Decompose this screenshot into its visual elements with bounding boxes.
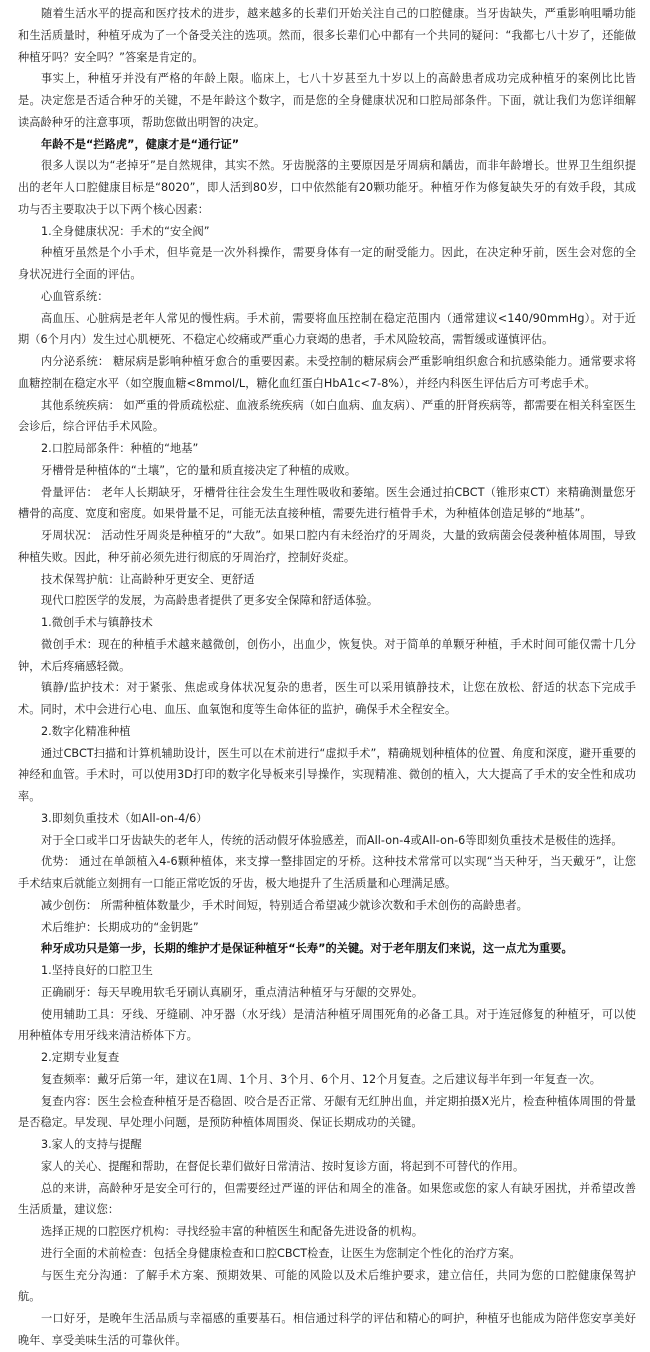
- body-paragraph: 种植牙虽然是个小手术，但毕竟是一次外科操作，需要身体有一定的耐受能力。因此，在决定种牙前，医生会对您的全身状况进行全面的评估。: [18, 246, 636, 281]
- body-paragraph: 家人的关心、提醒和帮助，在督促长辈们做好日常清洁、按时复诊方面，将起到不可替代的作用。: [41, 1159, 525, 1173]
- subheading-regular-checkup: 2.定期专业复查: [41, 1051, 120, 1064]
- subheading-systemic-health: 1.全身健康状况：手术的“安全阀”: [41, 224, 210, 238]
- body-paragraph: 复查频率：戴牙后第一年，建议在1周、1个月、3个月、6个月、12个月复查。之后建议每半年到一年复查一次。: [41, 1072, 601, 1086]
- subheading-immediate-loading: 3.即刻负重技术（如All-on-4/6）: [41, 811, 208, 825]
- intro-paragraph: 事实上，种植牙并没有严格的年龄上限。临床上，七八十岁甚至九十岁以上的高龄患者成功完成种植牙的案例比比皆是。决定您是否适合种牙的关键，不是年龄这个数字，而是您的全身健康状况和口腔局部条件。下面，就让我们为您详细解读高龄种牙的注意事项，帮助您做出明智的决定。: [18, 72, 636, 129]
- section-heading-technology: 技术保驾护航：让高龄种牙更安全、更舒适: [41, 572, 255, 586]
- subheading-digital-implant: 2.数字化精准种植: [41, 724, 131, 738]
- subheading-family-support: 3.家人的支持与提醒: [41, 1138, 142, 1151]
- body-paragraph: 微创手术：现在的种植手术越来越微创，创伤小，出血少，恢复快。对于简单的单颗牙种植，手术时间可能仅需十几分钟，术后疼痛感轻微。: [18, 637, 636, 673]
- body-paragraph: 牙周状况： 活动性牙周炎是种植牙的“大敌”。如果口腔内有未经治疗的牙周炎，大量的致病菌会侵袭种植体周围，导致种植失败。因此，种牙前必须先进行彻底的牙周治疗，控制好炎症。: [18, 529, 636, 564]
- body-paragraph: 优势： 通过在单颌植入4-6颗种植体，来支撑一整排固定的牙桥。这种技术常常可以实现“当天种牙，当天戴牙”，让您手术结束后就能立刻拥有一口能正常吃饭的牙齿，极大地提升了生活质量和心理满足感。: [18, 855, 636, 890]
- body-paragraph: 正确刷牙：每天早晚用软毛牙刷认真刷牙，重点清洁种植牙与牙龈的交界处。: [41, 985, 424, 999]
- conclusion-paragraph: 总的来讲，高龄种牙是安全可行的，但需要经过严谨的评估和周全的准备。如果您或您的家人有缺牙困扰，并希望改善生活质量，建议您：: [18, 1181, 636, 1217]
- body-paragraph: 其他系统疾病： 如严重的骨质疏松症、血液系统疾病（如白血病、血友病）、严重的肝肾疾病等，都需要在相关科室医生会诊后，综合评估手术风险。: [18, 398, 636, 434]
- article-body: [18, 3, 636, 1352]
- recommendation-item: 与医生充分沟通：了解手术方案、预期效果、可能的风险以及术后维护要求，建立信任，共同为您的口腔健康保驾护航。: [18, 1268, 636, 1304]
- body-paragraph: 现代口腔医学的发展，为高龄患者提供了更多安全保障和舒适体验。: [41, 594, 379, 608]
- body-paragraph: 很多人误以为“老掉牙”是自然规律，其实不然。牙齿脱落的主要原因是牙周病和龋齿，而非年龄增长。世界卫生组织提出的老年人口腔健康目标是“8020”，即人活到80岁，口中依然能有20颗功能牙。种植牙作为修复缺失牙的有效手段，其成功与否主要取决于以下两个核心因素：: [18, 159, 636, 216]
- body-paragraph: 高血压、心脏病是老年人常见的慢性病。手术前，需要将血压控制在稳定范围内（通常建议<140/90mmHg）。对于近期（6个月内）发生过心肌梗死、不稳定心绞痛或严重心力衰竭的患者，手术风险较高，需暂缓或谨慎评估。: [18, 311, 636, 347]
- intro-paragraph: 随着生活水平的提高和医疗技术的进步，越来越多的长辈们开始关注自己的口腔健康。当牙齿缺失，严重影响咀嚼功能和生活质量时，种植牙成为了一个备受关注的选项。然而，很多长辈们心中都有一个共同的疑问：“我都七八十岁了，还能做种植牙吗？安全吗？”答案是肯定的。: [18, 7, 636, 64]
- subheading-oral-conditions: 2.口腔局部条件：种植的“地基”: [41, 442, 199, 455]
- body-paragraph: 牙槽骨是种植体的“土壤”，它的量和质直接决定了种植的成败。: [41, 463, 357, 477]
- subheading-oral-hygiene: 1.坚持良好的口腔卫生: [41, 964, 153, 977]
- label-cardiovascular: 心血管系统：: [41, 289, 109, 303]
- emphasis-paragraph: 种牙成功只是第一步，长期的维护才是保证种植牙“长寿”的关键。对于老年朋友们来说，这一点尤为重要。: [41, 942, 573, 956]
- body-paragraph: 复查内容：医生会检查种植牙是否稳固、咬合是否正常、牙龈有无红肿出血，并定期拍摄X光片，检查种植体周围的骨量是否稳定。早发现、早处理小问题，是预防种植体周围炎、保证长期成功的关键。: [18, 1094, 636, 1130]
- recommendation-item: 进行全面的术前检查：包括全身健康检查和口腔CBCT检查，让医生为您制定个性化的治疗方案。: [41, 1246, 521, 1260]
- body-paragraph: 通过CBCT扫描和计算机辅助设计，医生可以在术前进行“虚拟手术”，精确规划种植体的位置、角度和深度，避开重要的神经和血管。手术时，可以使用3D打印的数字化导板来引导操作，实现精准、微创的植入，大大提高了手术的安全性和成功率。: [18, 746, 636, 803]
- body-paragraph: 使用辅助工具：牙线、牙缝刷、冲牙器（水牙线）是清洁种植牙周围死角的必备工具。对于连冠修复的种植牙，可以使用种植体专用牙线来清洁桥体下方。: [18, 1007, 636, 1043]
- recommendation-item: 选择正规的口腔医疗机构：寻找经验丰富的种植医生和配备先进设备的机构。: [41, 1225, 424, 1238]
- body-paragraph: 减少创伤： 所需种植体数量少，手术时间短，特别适合希望减少就诊次数和手术创伤的高龄患者。: [41, 898, 528, 912]
- body-paragraph: 镇静/监护技术：对于紧张、焦虑或身体状况复杂的患者，医生可以采用镇静技术，让您在放松、舒适的状态下完成手术。同时，术中会进行心电、血压、血氧饱和度等生命体征的监护，确保手术全程安全。: [18, 681, 636, 716]
- closing-paragraph: 一口好牙，是晚年生活品质与幸福感的重要基石。相信通过科学的评估和精心的呵护，种植牙也能成为陪伴您安享美好晚年、享受美味生活的可靠伙伴。: [18, 1312, 636, 1347]
- body-paragraph: 骨量评估： 老年人长期缺牙，牙槽骨往往会发生生理性吸收和萎缩。医生会通过拍CBCT（锥形束CT）来精确测量您牙槽骨的高度、宽度和密度。如果骨量不足，可能无法直接种植，需要先进行植骨手术，为种植体创造足够的“地基”。: [18, 485, 636, 521]
- body-paragraph: 对于全口或半口牙齿缺失的老年人，传统的活动假牙体验感差，而All-on-4或All-on-6等即刻负重技术是极佳的选择。: [41, 833, 623, 847]
- section-heading-age: 年龄不是“拦路虎”，健康才是“通行证”: [41, 137, 240, 151]
- body-paragraph: 内分泌系统： 糖尿病是影响种植牙愈合的重要因素。未受控制的糖尿病会严重影响组织愈合和抗感染能力。通常要求将血糖控制在稳定水平（如空腹血糖<8mmol/L，糖化血红蛋白HbA1c<7-8%），并经内科医生评估后方可考虑手术。: [18, 355, 636, 390]
- section-heading-maintenance: 术后维护：长期成功的“金钥匙”: [41, 920, 199, 934]
- subheading-minimally-invasive: 1.微创手术与镇静技术: [41, 616, 153, 629]
